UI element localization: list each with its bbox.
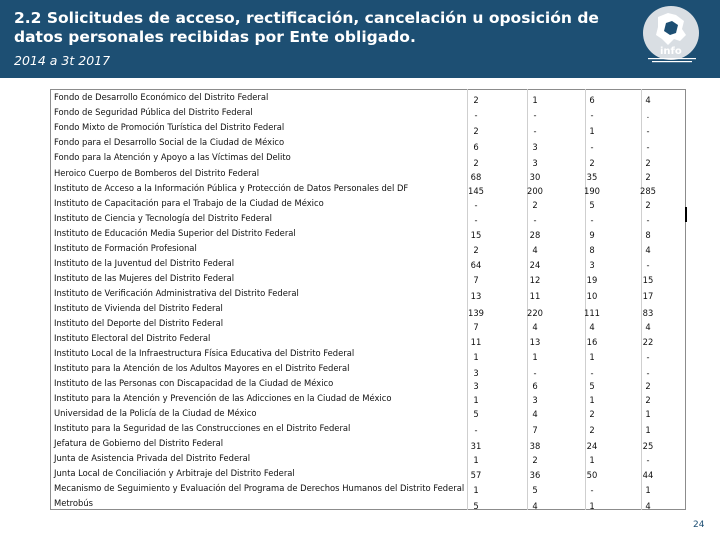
table-cell-value: 2: [645, 381, 651, 391]
table-cell-value: 1: [473, 395, 479, 405]
table-cell-value: 11: [470, 337, 482, 347]
table-cell-value: 2: [473, 245, 479, 255]
table-row-name: Instituto de la Juventud del Distrito Federal: [54, 258, 235, 268]
table-row-name: Fondo de Desarrollo Económico del Distrito Federal: [54, 92, 269, 102]
table-cell-value: -: [474, 200, 478, 210]
table-cell-value: 3: [473, 368, 479, 378]
table-cell-value: 13: [529, 337, 541, 347]
table-cell-value: -: [590, 368, 594, 378]
table-row-name: Junta Local de Conciliación y Arbitraje del Distrito Federal: [54, 468, 295, 478]
table-cell-value: 36: [529, 470, 541, 480]
table-cell-value: 11: [529, 291, 541, 301]
table-cell-value: 139: [468, 308, 484, 318]
table-row-name: Instituto de Vivienda del Distrito Federal: [54, 303, 223, 313]
table-row-name: Universidad de la Policía de la Ciudad de México: [54, 408, 257, 418]
logo-text: info: [660, 46, 682, 57]
table-cell-value: 28: [529, 230, 541, 240]
table-row-name: Instituto de las Personas con Discapacidad de la Ciudad de México: [54, 378, 334, 388]
table-cell-value: 3: [532, 142, 538, 152]
table-cell-value: 31: [470, 441, 482, 451]
cell-border-mark: [685, 207, 687, 222]
table-cell-value: -: [646, 352, 650, 362]
table-cell-value: 3: [589, 260, 595, 270]
table-cell-value: 8: [645, 230, 651, 240]
table-cell-value: 57: [470, 470, 482, 480]
table-cell-value: 10: [586, 291, 598, 301]
table-cell-value: 285: [640, 186, 656, 196]
table-cell-value: 145: [468, 186, 484, 196]
table-cell-value: 1: [645, 485, 651, 495]
table-cell-value: 4: [645, 245, 651, 255]
table-cell-value: -: [474, 215, 478, 225]
table-row-name: Instituto de Capacitación para el Trabajo de la Ciudad de México: [54, 198, 324, 208]
table-cell-value: 24: [586, 441, 598, 451]
table-cell-value: 1: [473, 352, 479, 362]
table-cell-value: 15: [470, 230, 482, 240]
table-cell-value: -: [590, 215, 594, 225]
table-cell-value: 50: [586, 470, 598, 480]
table-cell-value: 7: [473, 275, 479, 285]
table-row-name: Fondo de Seguridad Pública del Distrito Federal: [54, 107, 253, 117]
table-cell-value: 2: [645, 172, 651, 182]
table-row-name: Instituto de Acceso a la Información Pública y Protección de Datos Personales del DF: [54, 183, 409, 193]
table-cell-value: 12: [529, 275, 541, 285]
table-cell-value: -: [646, 142, 650, 152]
table-cell-value: -: [474, 425, 478, 435]
table-cell-value: 1: [589, 352, 595, 362]
table-cell-value: 6: [532, 381, 538, 391]
table-cell-value: 44: [642, 470, 654, 480]
table-cell-value: 24: [529, 260, 541, 270]
table-cell-value: 6: [589, 95, 595, 105]
table-cell-value: 3: [532, 395, 538, 405]
table-cell-value: 2: [473, 95, 479, 105]
table-row-name: Instituto de Ciencia y Tecnología del Distrito Federal: [54, 213, 272, 223]
table-cell-value: 15: [642, 275, 654, 285]
table-cell-value: 5: [589, 381, 595, 391]
table-cell-value: 4: [589, 322, 595, 332]
table-cell-value: 9: [589, 230, 595, 240]
table-cell-value: 64: [470, 260, 482, 270]
table-row-name: Fondo Mixto de Promoción Turística del Distrito Federal: [54, 122, 285, 132]
slide-title: 2.2 Solicitudes de acceso, rectificación, cancelación u oposición de datos personales recibidas por Ente obligado.: [14, 9, 599, 46]
table-row-name: Instituto de Verificación Administrativa del Distrito Federal: [54, 288, 299, 298]
table-cell-value: 1: [532, 352, 538, 362]
table-cell-value: -: [590, 110, 594, 120]
table-cell-value: 2: [589, 425, 595, 435]
table-cell-value: 1: [589, 126, 595, 136]
table-row-name: Instituto Electoral del Distrito Federal: [54, 333, 211, 343]
page-number: 24: [693, 520, 705, 530]
table-cell-value: 4: [645, 95, 651, 105]
table-cell-value: 2: [589, 158, 595, 168]
table-row-name: Instituto del Deporte del Distrito Federal: [54, 318, 224, 328]
table-row-name: Instituto para la Seguridad de las Construcciones en el Distrito Federal: [54, 423, 351, 433]
table-cell-value: 2: [589, 409, 595, 419]
table-cell-value: 1: [589, 455, 595, 465]
table-cell-value: 1: [589, 501, 595, 511]
table-cell-value: 4: [645, 322, 651, 332]
table-cell-value: 220: [527, 308, 543, 318]
table-cell-value: -: [646, 260, 650, 270]
table-cell-value: -: [474, 110, 478, 120]
table-cell-value: 2: [645, 158, 651, 168]
table-cell-value: 4: [532, 322, 538, 332]
table-cell-value: 8: [589, 245, 595, 255]
table-row-name: Mecanismo de Seguimiento y Evaluación del Programa de Derechos Humanos del Distrito Federal: [54, 483, 465, 493]
table-cell-value: 22: [642, 337, 654, 347]
table-cell-value: 3: [473, 381, 479, 391]
table-cell-value: 190: [584, 186, 600, 196]
table-cell-value: 38: [529, 441, 541, 451]
table-cell-value: 25: [642, 441, 654, 451]
table-row-name: Metrobús: [54, 498, 94, 508]
table-cell-value: 5: [473, 409, 479, 419]
table-row-name: Instituto Local de la Infraestructura Física Educativa del Distrito Federal: [54, 348, 355, 358]
table-cell-value: -: [533, 110, 537, 120]
table-cell-value: 2: [473, 158, 479, 168]
table-cell-value: 3: [532, 158, 538, 168]
table-cell-value: 5: [589, 200, 595, 210]
table-row-name: Instituto para la Atención de los Adultos Mayores en el Distrito Federal: [54, 363, 350, 373]
table-cell-value: -: [590, 485, 594, 495]
table-row-name: Instituto de las Mujeres del Distrito Federal: [54, 273, 235, 283]
table-cell-value: 2: [532, 200, 538, 210]
table-cell-value: 1: [473, 455, 479, 465]
table-cell-value: 2: [532, 455, 538, 465]
table-cell-value: 16: [586, 337, 598, 347]
table-row-name: Instituto para la Atención y Prevención de las Adicciones en la Ciudad de México: [54, 393, 392, 403]
table-row-name: Heroico Cuerpo de Bomberos del Distrito Federal: [54, 168, 260, 178]
table-cell-value: 111: [584, 308, 600, 318]
table-cell-value: 83: [642, 308, 654, 318]
table-cell-value: -: [646, 455, 650, 465]
table-cell-value: 2: [645, 395, 651, 405]
table-cell-value: 1: [473, 485, 479, 495]
slide-subtitle: 2014 a 3t 2017: [14, 53, 111, 68]
table-cell-value: 4: [645, 501, 651, 511]
table-cell-value: 1: [645, 425, 651, 435]
table-cell-value: -: [533, 215, 537, 225]
table-row-name: Instituto de Formación Profesional: [54, 243, 197, 253]
table-cell-value: -: [533, 368, 537, 378]
table-cell-value: -: [590, 142, 594, 152]
table-cell-value: 7: [532, 425, 538, 435]
table-row-name: Jefatura de Gobierno del Distrito Federal: [54, 438, 224, 448]
logo-tagline-lines: [648, 58, 696, 64]
table-cell-value: 7: [473, 322, 479, 332]
table-row-name: Junta de Asistencia Privada del Distrito Federal: [54, 453, 251, 463]
table-cell-value: 5: [532, 485, 538, 495]
table-cell-value: -: [646, 215, 650, 225]
table-cell-value: 13: [470, 291, 482, 301]
table-cell-value: 200: [527, 186, 543, 196]
table-cell-value: 1: [532, 95, 538, 105]
table-row-name: Fondo para el Desarrollo Social de la Ciudad de México: [54, 137, 285, 147]
table-cell-value: 1: [589, 395, 595, 405]
table-cell-value: 2: [645, 200, 651, 210]
table-cell-value: 4: [532, 501, 538, 511]
table-cell-value: 68: [470, 172, 482, 182]
table-cell-value: 4: [532, 409, 538, 419]
table-cell-value: -: [646, 368, 650, 378]
table-row-name: Fondo para la Atención y Apoyo a las Víctimas del Delito: [54, 152, 291, 162]
table-cell-value: -: [533, 126, 537, 136]
table-cell-value: 1: [645, 409, 651, 419]
table-cell-value: 4: [532, 245, 538, 255]
table-cell-value: 6: [473, 142, 479, 152]
table-cell-value: 19: [586, 275, 598, 285]
table-cell-value: 5: [473, 501, 479, 511]
table-cell-value: .: [646, 110, 650, 120]
table-cell-value: 35: [586, 172, 598, 182]
table-cell-value: 2: [473, 126, 479, 136]
table-cell-value: 30: [529, 172, 541, 182]
table-cell-value: 17: [642, 291, 654, 301]
table-cell-value: -: [646, 126, 650, 136]
table-row-name: Instituto de Educación Media Superior del Distrito Federal: [54, 228, 296, 238]
